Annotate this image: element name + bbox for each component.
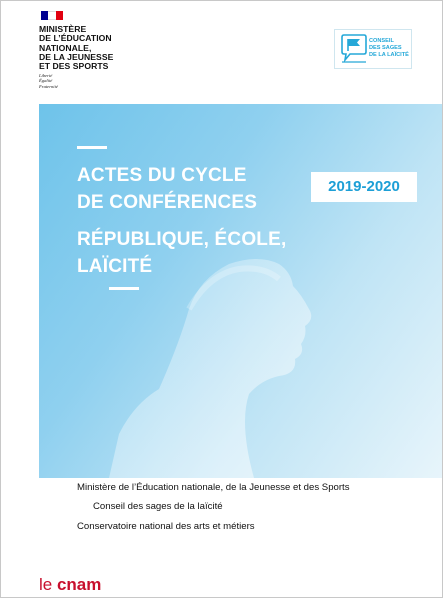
cover-subtitle-line: LAÏCITÉ bbox=[77, 256, 153, 277]
csl-line: CONSEIL bbox=[369, 38, 394, 44]
partner-ministry: Ministère de l’Éducation nationale, de la Jeunesse et des Sports bbox=[77, 482, 350, 493]
csl-line: DES SAGES bbox=[369, 45, 402, 51]
title-rule-bottom bbox=[109, 287, 139, 290]
cnam-logo-name: cnam bbox=[56, 575, 102, 594]
header bbox=[1, 1, 443, 104]
flag-bubble-icon bbox=[339, 33, 369, 65]
ministry-line: NATIONALE, bbox=[39, 42, 92, 53]
flag-stripe-blue bbox=[41, 11, 48, 20]
cover-band bbox=[39, 104, 443, 478]
flag-stripe-white bbox=[48, 11, 55, 20]
ministry-line: DE LA JEUNESSE bbox=[39, 51, 114, 62]
partner-cnam: Conservatoire national des arts et métiers bbox=[77, 521, 255, 532]
motto-line: Liberté bbox=[39, 73, 53, 78]
title-rule-top bbox=[77, 146, 107, 149]
ministry-line: DE L’ÉDUCATION bbox=[39, 33, 112, 44]
flag-stripe-red bbox=[56, 11, 63, 20]
motto-line: Fraternité bbox=[39, 83, 58, 89]
republic-motto bbox=[39, 73, 99, 89]
cover-title-line: ACTES DU CYCLE bbox=[77, 165, 247, 186]
year-label: 2019-2020 bbox=[328, 178, 400, 195]
conseil-sages-logo bbox=[334, 29, 412, 69]
marianne-silhouette-image bbox=[39, 104, 443, 478]
year-badge bbox=[311, 172, 417, 202]
cover-subtitle-line: RÉPUBLIQUE, ÉCOLE, bbox=[77, 229, 287, 250]
french-flag-icon bbox=[41, 11, 63, 20]
motto-line: Égalité bbox=[39, 78, 53, 84]
ministry-line: ET DES SPORTS bbox=[39, 61, 109, 72]
partner-conseil-sages: Conseil des sages de la laïcité bbox=[93, 501, 223, 512]
cnam-logo-prefix: le bbox=[39, 575, 57, 594]
cnam-logo bbox=[39, 575, 101, 595]
cover-title-line: DE CONFÉRENCES bbox=[77, 192, 258, 213]
ministry-line: MINISTÈRE bbox=[39, 24, 87, 34]
ministry-logo bbox=[39, 25, 159, 71]
csl-line: DE LA LAÏCITÉ bbox=[369, 52, 409, 58]
